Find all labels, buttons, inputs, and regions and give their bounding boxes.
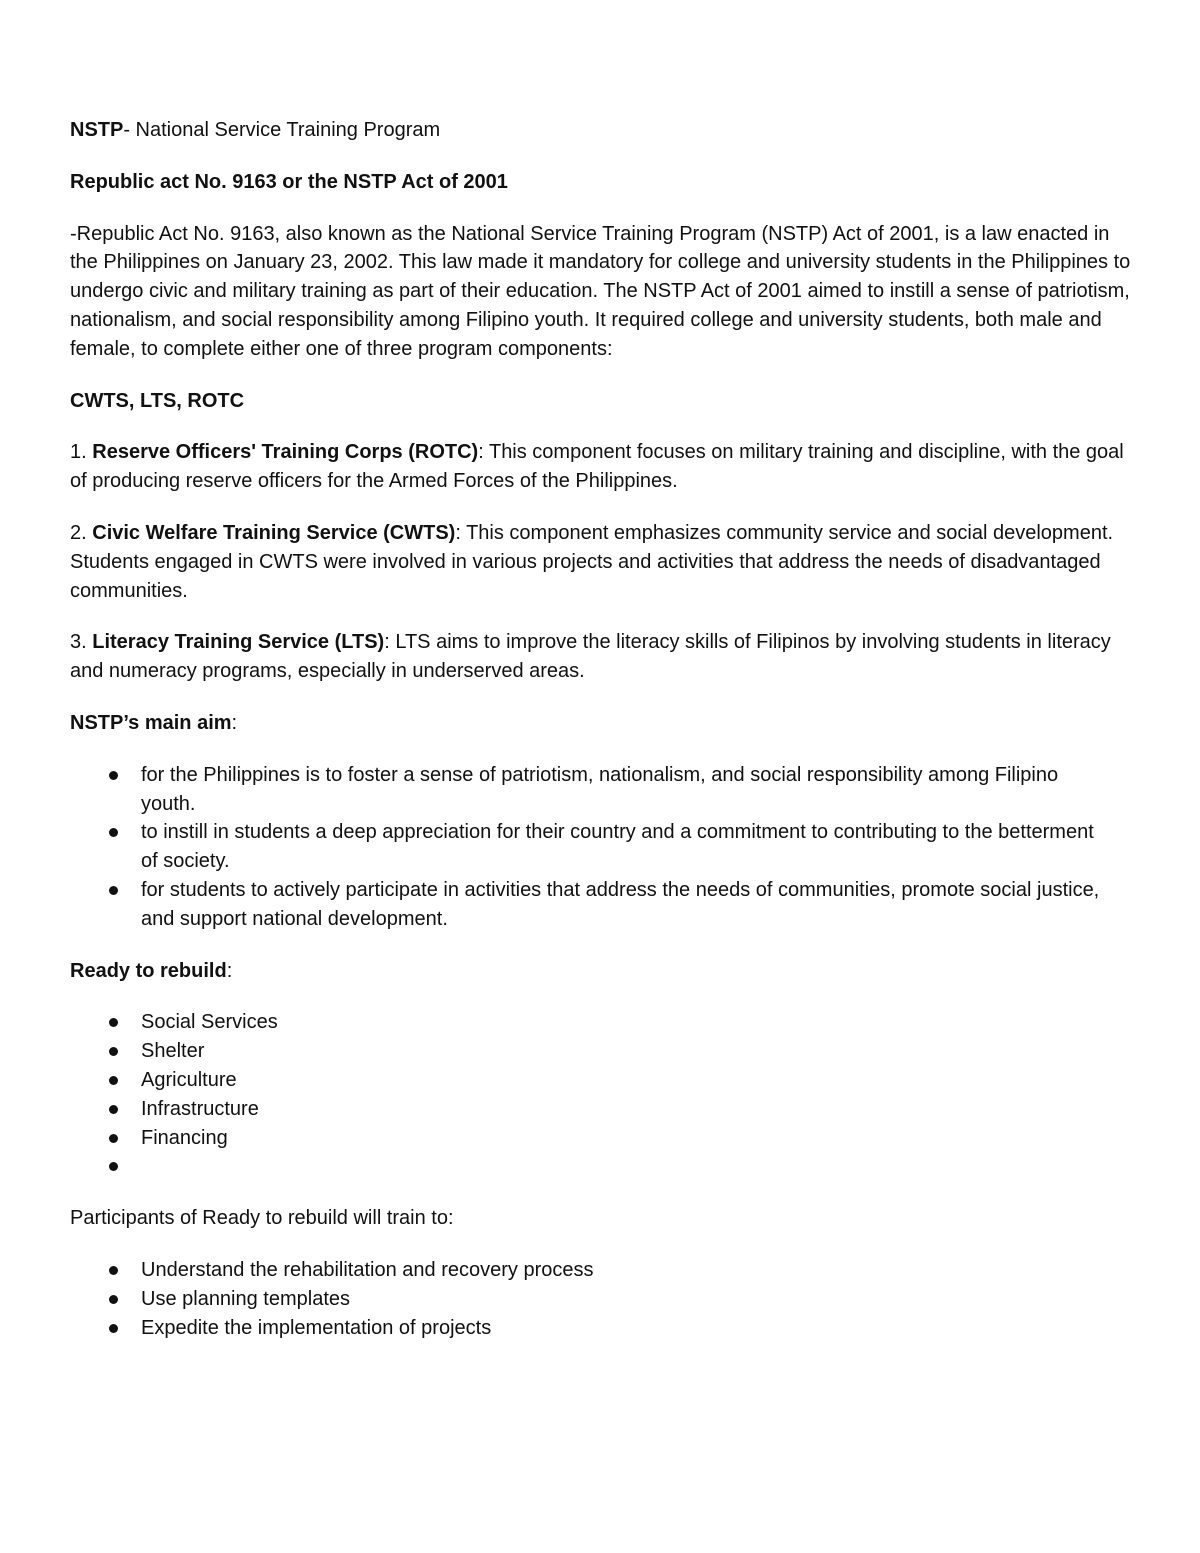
list-item-text: Social Services	[141, 1011, 278, 1034]
component-name: Civic Welfare Training Service (CWTS)	[92, 521, 456, 544]
document-page	[70, 116, 1135, 1365]
component-number: 3.	[70, 631, 93, 654]
aims-list	[70, 761, 1135, 934]
aims-heading-colon: :	[231, 711, 238, 734]
aims-heading	[70, 709, 1135, 738]
list-item	[70, 1037, 1135, 1066]
list-item-text: for students to actively participate in activities that address the needs of communities, promote social justice, and support national development.	[141, 878, 1100, 930]
list-item-text: Expedite the implementation of projects	[141, 1316, 492, 1339]
act-heading-text: Republic act No. 9163 or the NSTP Act of 2001	[70, 170, 508, 193]
components-heading	[70, 387, 1135, 416]
list-item	[70, 818, 1135, 876]
title-acronym: NSTP	[70, 119, 124, 141]
list-item-text: Financing	[141, 1126, 228, 1149]
bullet-icon	[109, 1076, 118, 1085]
list-item	[70, 1285, 1135, 1314]
list-item-text: Use planning templates	[141, 1287, 351, 1310]
list-item	[70, 1256, 1135, 1285]
component-rotc	[70, 438, 1135, 496]
list-item	[70, 761, 1135, 819]
list-item	[70, 1314, 1135, 1343]
bullet-icon	[109, 1295, 118, 1304]
aims-heading-text: NSTP’s main aim	[70, 711, 232, 734]
list-item-empty	[70, 1152, 1135, 1181]
bullet-icon	[109, 1324, 118, 1333]
intro-paragraph: -Republic Act No. 9163, also known as the National Service Training Program (NSTP) Act of 2001, is a law enacted in the Philippines on January 23, 2002. This law made it mandatory for college and university students in the Philippines to undergo civic and military training as part of their education. The NSTP Act of 2001 aimed to instill a sense of patriotism, nationalism, and social responsibility among Filipino youth. It required college and university students, both male and female, to complete either one of three program components:	[70, 222, 1131, 360]
bullet-icon	[109, 1105, 118, 1114]
bullet-icon	[109, 1047, 118, 1056]
participants-list	[70, 1256, 1135, 1342]
list-item-text: Infrastructure	[141, 1097, 259, 1120]
list-item-text: for the Philippines is to foster a sense of patriotism, nationalism, and social responsibility among Filipino youth.	[141, 763, 1059, 815]
list-item-text: Shelter	[141, 1040, 205, 1063]
list-item-text	[141, 1152, 1135, 1181]
component-name: Reserve Officers' Training Corps (ROTC)	[92, 441, 479, 464]
bullet-icon	[109, 771, 118, 780]
component-cwts	[70, 519, 1135, 605]
component-name: Literacy Training Service (LTS)	[92, 631, 385, 654]
rebuild-list	[70, 1008, 1135, 1181]
component-description: : LTS aims to improve the literacy skills of Filipinos by involving students in literacy and numeracy programs, especially in underserved areas.	[70, 631, 1111, 683]
title-expansion: - National Service Training Program	[123, 119, 441, 141]
bullet-icon	[109, 1018, 118, 1027]
component-number: 1.	[70, 441, 93, 464]
bullet-icon	[109, 1162, 118, 1171]
bullet-icon	[109, 1134, 118, 1143]
bullet-icon	[109, 1266, 118, 1275]
component-description: : This component focuses on military training and discipline, with the goal of producing reserve officers for the Armed Forces of the Philippines.	[70, 441, 1124, 493]
rebuild-heading-colon: :	[226, 959, 233, 982]
component-number: 2.	[70, 521, 93, 544]
list-item	[70, 1124, 1135, 1153]
components-heading-text: CWTS, LTS, ROTC	[70, 389, 245, 412]
list-item	[70, 1095, 1135, 1124]
list-item-text: to instill in students a deep appreciation for their country and a commitment to contributing to the betterment of society.	[141, 821, 1094, 873]
participants-intro: Participants of Ready to rebuild will train to:	[70, 1207, 454, 1230]
rebuild-heading	[70, 957, 1135, 986]
component-description: : This component emphasizes community service and social development. Students engaged in CWTS were involved in various projects and activities that address the needs of disadvantaged communities.	[70, 521, 1114, 602]
document-title	[70, 116, 1135, 145]
list-item	[70, 876, 1135, 934]
bullet-icon	[109, 828, 118, 837]
list-item-text: Understand the rehabilitation and recovery process	[141, 1258, 594, 1281]
bullet-icon	[109, 886, 118, 895]
list-item	[70, 1066, 1135, 1095]
list-item	[70, 1008, 1135, 1037]
act-heading	[70, 168, 1135, 197]
component-lts	[70, 628, 1135, 686]
rebuild-heading-text: Ready to rebuild	[70, 959, 227, 982]
list-item-text: Agriculture	[141, 1068, 237, 1091]
